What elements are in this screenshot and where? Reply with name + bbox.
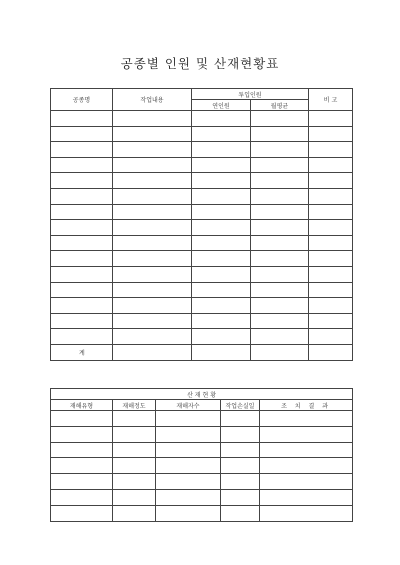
table-cell[interactable] — [51, 489, 113, 505]
table-cell[interactable] — [309, 142, 353, 158]
table-cell[interactable] — [260, 442, 353, 458]
table-cell[interactable] — [51, 220, 113, 236]
table-cell[interactable] — [251, 329, 309, 345]
table-row — [51, 298, 353, 314]
table-row — [51, 220, 353, 236]
table-row — [51, 442, 353, 458]
table-row — [51, 282, 353, 298]
table-cell[interactable] — [113, 251, 192, 267]
header-loss-days: 작업손실일 — [221, 400, 260, 411]
table-cell[interactable] — [156, 442, 221, 458]
table-cell[interactable] — [309, 266, 353, 282]
table-cell[interactable] — [309, 251, 353, 267]
table-cell[interactable] — [251, 282, 309, 298]
table-cell[interactable] — [51, 204, 113, 220]
table-cell[interactable] — [221, 426, 260, 442]
table-cell[interactable] — [113, 426, 156, 442]
table-cell[interactable] — [113, 489, 156, 505]
table-cell[interactable] — [221, 458, 260, 474]
table-cell[interactable] — [192, 329, 251, 345]
table-cell[interactable] — [113, 298, 192, 314]
table-cell[interactable] — [113, 329, 192, 345]
table-cell[interactable] — [309, 126, 353, 142]
table-cell[interactable] — [192, 204, 251, 220]
table-cell[interactable] — [251, 111, 309, 127]
table-row — [51, 235, 353, 251]
table-cell[interactable] — [51, 126, 113, 142]
table-cell[interactable] — [251, 188, 309, 204]
table-cell[interactable] — [309, 204, 353, 220]
table-cell[interactable] — [251, 142, 309, 158]
table-cell[interactable] — [251, 204, 309, 220]
table-row — [51, 474, 353, 490]
table-cell[interactable] — [251, 220, 309, 236]
table-cell[interactable] — [192, 266, 251, 282]
table-cell[interactable] — [113, 220, 192, 236]
table-cell[interactable] — [51, 235, 113, 251]
header-remarks: 비 고 — [309, 89, 353, 111]
table-cell[interactable] — [156, 489, 221, 505]
table-cell[interactable] — [113, 474, 156, 490]
table-cell[interactable] — [192, 111, 251, 127]
table-cell[interactable] — [251, 173, 309, 189]
table-cell[interactable] — [51, 282, 113, 298]
table-row — [51, 157, 353, 173]
table-cell[interactable] — [260, 411, 353, 427]
table-cell[interactable] — [113, 188, 192, 204]
table-row — [51, 126, 353, 142]
table-cell[interactable] — [251, 298, 309, 314]
table-row — [51, 458, 353, 474]
table-row — [51, 111, 353, 127]
table-cell[interactable] — [113, 157, 192, 173]
table-cell[interactable] — [113, 442, 156, 458]
table-row — [51, 505, 353, 521]
table-cell[interactable] — [113, 458, 156, 474]
table-cell[interactable] — [51, 474, 113, 490]
table-row — [51, 173, 353, 189]
table-row — [51, 142, 353, 158]
table-cell[interactable] — [192, 251, 251, 267]
header-degree: 재해정도 — [113, 400, 156, 411]
header-count: 재해자수 — [156, 400, 221, 411]
table-cell[interactable] — [156, 411, 221, 427]
table-cell[interactable] — [221, 442, 260, 458]
table-cell[interactable] — [221, 505, 260, 521]
table-cell[interactable] — [113, 142, 192, 158]
header-personnel: 투입인원 — [192, 89, 309, 100]
table-cell[interactable] — [51, 329, 113, 345]
table-cell[interactable] — [113, 266, 192, 282]
table-cell[interactable] — [51, 298, 113, 314]
table-cell[interactable] — [113, 204, 192, 220]
table-cell[interactable] — [260, 505, 353, 521]
table-cell[interactable] — [51, 458, 113, 474]
table-cell[interactable] — [51, 173, 113, 189]
table-row — [51, 204, 353, 220]
table-cell[interactable] — [309, 157, 353, 173]
table-cell[interactable] — [309, 111, 353, 127]
table-cell[interactable] — [309, 173, 353, 189]
table-cell[interactable] — [192, 173, 251, 189]
table-cell[interactable] — [51, 251, 113, 267]
table-cell[interactable] — [251, 235, 309, 251]
table-row — [51, 411, 353, 427]
header-monthly: 월평균 — [251, 100, 309, 111]
total-label: 계 — [51, 344, 113, 360]
table-cell[interactable] — [192, 298, 251, 314]
table-cell[interactable] — [51, 188, 113, 204]
table-cell[interactable] — [51, 157, 113, 173]
table-row — [51, 188, 353, 204]
table-cell[interactable] — [192, 282, 251, 298]
table-cell[interactable] — [51, 142, 113, 158]
table-cell[interactable] — [192, 220, 251, 236]
table-cell[interactable] — [156, 505, 221, 521]
table-cell[interactable] — [309, 282, 353, 298]
accident-table — [50, 388, 353, 522]
personnel-table — [50, 88, 353, 361]
table-cell[interactable] — [221, 489, 260, 505]
table-cell[interactable] — [221, 474, 260, 490]
table-row — [51, 426, 353, 442]
page-title: 공종별 인원 및 산재현황표 — [120, 56, 280, 71]
header-cumulative: 연인원 — [192, 100, 251, 111]
table-cell[interactable] — [192, 188, 251, 204]
table-cell[interactable] — [51, 411, 113, 427]
table-cell[interactable] — [260, 426, 353, 442]
table-cell[interactable] — [156, 474, 221, 490]
table-cell[interactable] — [309, 220, 353, 236]
table-cell[interactable] — [113, 173, 192, 189]
table-cell[interactable] — [156, 426, 221, 442]
table-cell[interactable] — [251, 266, 309, 282]
header-trade: 공종명 — [51, 89, 113, 111]
table-row — [51, 489, 353, 505]
table-cell[interactable] — [51, 111, 113, 127]
table-cell[interactable] — [309, 298, 353, 314]
table-cell[interactable] — [113, 411, 156, 427]
table-row — [51, 266, 353, 282]
table-cell[interactable] — [221, 411, 260, 427]
table-row — [51, 313, 353, 329]
table-cell[interactable] — [260, 458, 353, 474]
table-cell[interactable] — [51, 505, 113, 521]
table-cell[interactable] — [113, 235, 192, 251]
table-cell[interactable] — [113, 126, 192, 142]
table-cell[interactable] — [113, 505, 156, 521]
table-cell[interactable] — [192, 126, 251, 142]
table-cell[interactable] — [251, 251, 309, 267]
table-cell[interactable] — [192, 142, 251, 158]
table-cell[interactable] — [309, 313, 353, 329]
table-cell[interactable] — [192, 235, 251, 251]
table-cell[interactable] — [260, 474, 353, 490]
header-type: 재해유형 — [51, 400, 113, 411]
accident-title: 산 재 현 황 — [51, 389, 353, 400]
header-work: 작업내용 — [113, 89, 192, 111]
table-cell[interactable] — [192, 157, 251, 173]
table-cell[interactable] — [309, 235, 353, 251]
table-cell[interactable] — [251, 157, 309, 173]
table-cell[interactable] — [51, 442, 113, 458]
table-cell[interactable] — [309, 329, 353, 345]
table-cell[interactable] — [251, 313, 309, 329]
table-cell[interactable] — [51, 266, 113, 282]
table-cell[interactable] — [156, 458, 221, 474]
table-cell[interactable] — [192, 313, 251, 329]
header-result: 조 치 결 과 — [260, 400, 353, 411]
table-row — [51, 329, 353, 345]
table-cell[interactable] — [113, 313, 192, 329]
table-cell[interactable] — [113, 111, 192, 127]
total-row — [51, 344, 353, 360]
table-cell[interactable] — [113, 282, 192, 298]
table-cell[interactable] — [309, 188, 353, 204]
table-cell[interactable] — [260, 489, 353, 505]
table-row — [51, 251, 353, 267]
table-cell[interactable] — [51, 426, 113, 442]
table-cell[interactable] — [251, 126, 309, 142]
table-cell[interactable] — [51, 313, 113, 329]
